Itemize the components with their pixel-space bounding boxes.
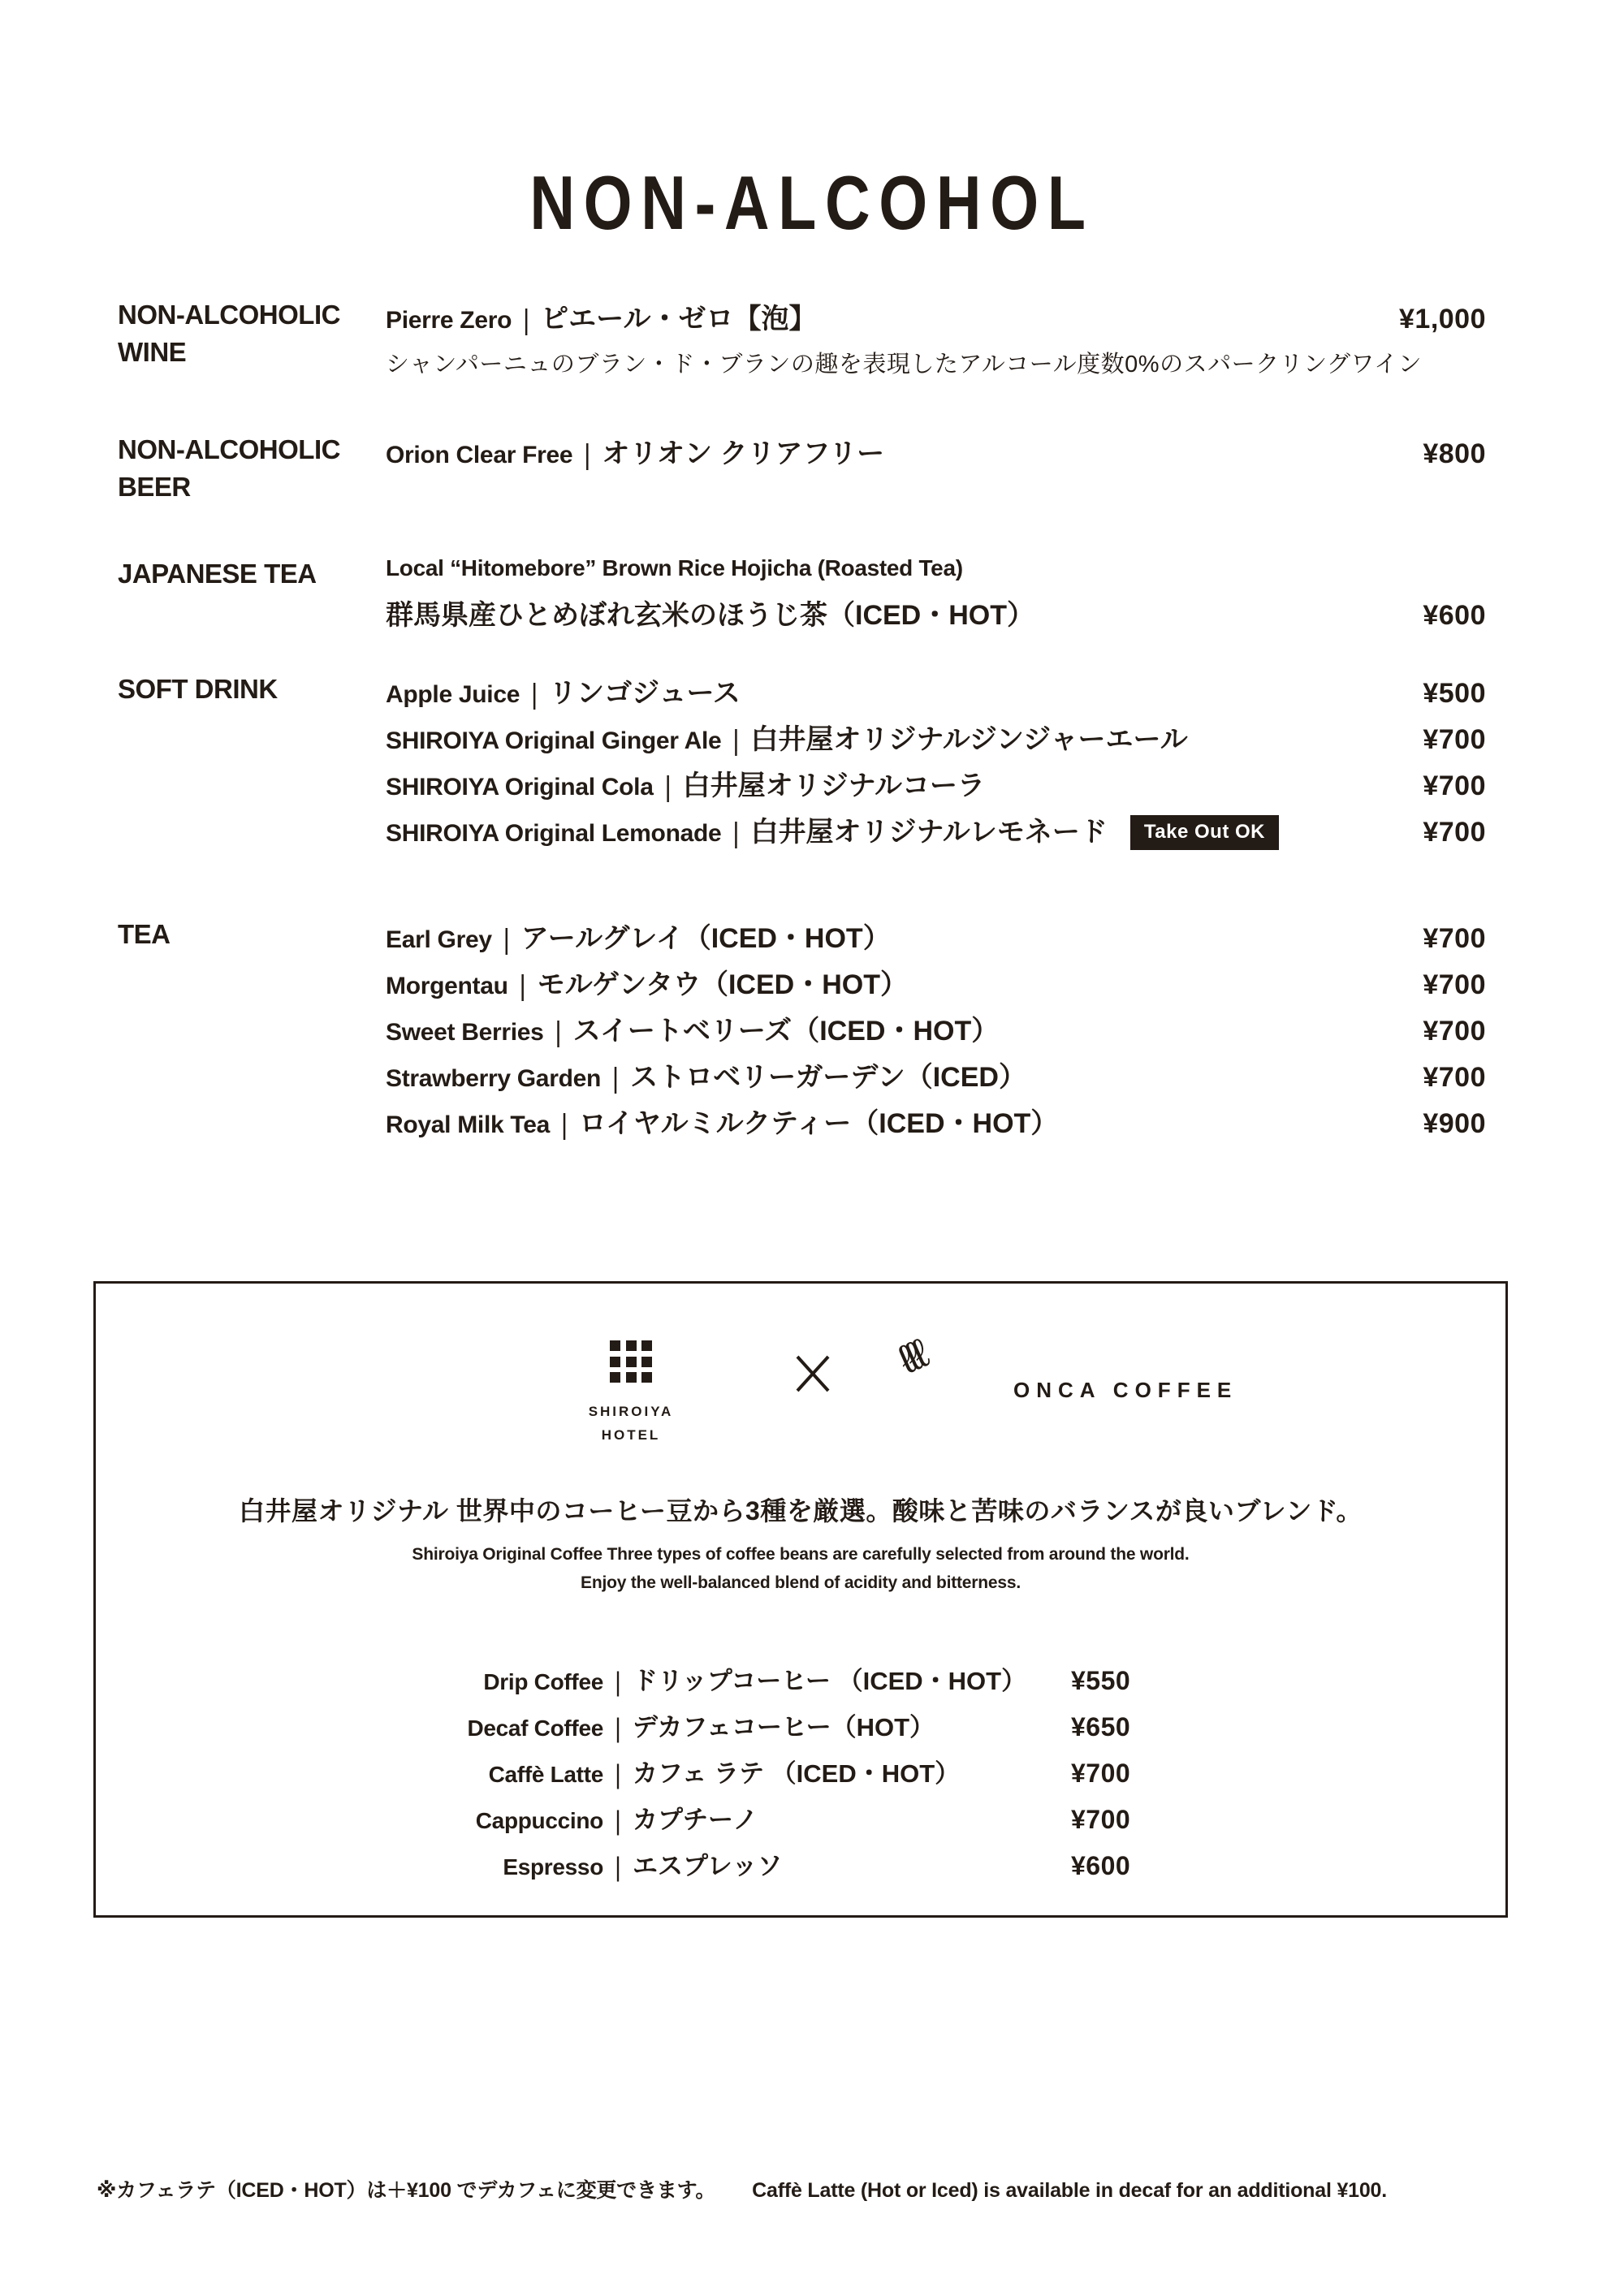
- shiroiya-logo-icon: [610, 1340, 652, 1383]
- item-name-jp: 白井屋オリジナルレモネード: [750, 817, 1108, 848]
- section-label: [118, 555, 378, 593]
- item-price: ¥600: [1423, 600, 1486, 631]
- section-soft-drink: [118, 671, 1486, 856]
- item-price: ¥500: [1423, 678, 1486, 709]
- item-name-jp: エスプレッソ: [633, 1852, 783, 1880]
- section-label-line1: TEA: [118, 919, 171, 949]
- item-price: ¥700: [1071, 1805, 1131, 1834]
- item-name-en: Apple Juice: [386, 681, 520, 708]
- item-name-en: Earl Grey: [386, 926, 492, 953]
- item-separator: |: [560, 1107, 568, 1141]
- section-tea: [118, 916, 1486, 1147]
- item-name-en: Espresso: [503, 1854, 603, 1880]
- menu-item-row: [386, 1101, 1486, 1147]
- menu-item-row: [386, 763, 1486, 809]
- footer-note-jp: ※カフェラテ（ICED・HOT）は＋¥100 でデカフェに変更できます。: [97, 2179, 716, 2202]
- coffee-description-en-line2: Enjoy the well-balanced blend of acidity and bitterness.: [581, 1573, 1021, 1592]
- menu-item-row: [386, 671, 1486, 717]
- item-separator: |: [615, 1852, 621, 1883]
- item-description: シャンパーニュのブラン・ド・ブランの趣を表現したアルコール度数0%のスパークリングワイン: [386, 352, 1423, 378]
- coffee-collab-box: [93, 1281, 1508, 1918]
- item-price: ¥550: [1071, 1666, 1131, 1695]
- item-separator: |: [732, 723, 740, 757]
- item-separator: |: [584, 438, 591, 471]
- page-title: NON-ALCOHOL: [529, 160, 1095, 245]
- takeout-badge: Take Out OK: [1130, 815, 1279, 850]
- section-non-alcoholic-wine: [118, 296, 1486, 379]
- item-separator: |: [615, 1667, 621, 1698]
- item-price: ¥1,000: [1399, 304, 1486, 334]
- footer-note-en: Caffè Latte (Hot or Iced) is available in decaf for an additional ¥100.: [752, 2179, 1388, 2202]
- coffee-item-row: [388, 1845, 1130, 1892]
- item-name-jp: スイートベリーズ（ICED・HOT）: [572, 1016, 1000, 1047]
- onca-coffee-logo-icon: ℓℓℓ: [891, 1331, 931, 1383]
- coffee-item-row: [388, 1799, 1130, 1845]
- section-label-line1: NON-ALCOHOLIC: [118, 434, 340, 464]
- item-name-jp: リンゴジュース: [549, 678, 741, 709]
- section-label-line2: BEER: [118, 472, 191, 502]
- section-non-alcoholic-beer: [118, 431, 1486, 502]
- item-price: ¥700: [1423, 1062, 1486, 1093]
- section-label-line1: NON-ALCOHOLIC: [118, 300, 340, 330]
- item-price: ¥800: [1423, 438, 1486, 469]
- item-name-jp: カフェ ラテ （ICED・HOT）: [633, 1759, 961, 1788]
- item-separator: |: [664, 770, 672, 803]
- coffee-description-en-line1: Shiroiya Original Coffee Three types of coffee beans are carefully selected from around the world.: [412, 1545, 1190, 1564]
- item-price: ¥700: [1423, 724, 1486, 755]
- multiply-icon: [794, 1354, 831, 1393]
- section-label: [118, 296, 378, 371]
- item-separator: |: [555, 1015, 562, 1048]
- item-price: ¥700: [1071, 1759, 1131, 1788]
- menu-item-row: [386, 296, 1486, 336]
- coffee-item-row: [388, 1707, 1130, 1753]
- item-name-jp: ドリップコーヒー （ICED・HOT）: [633, 1667, 1027, 1695]
- shiroiya-logo-text-line1: SHIROIYA: [588, 1404, 674, 1419]
- item-name-en: Drip Coffee: [483, 1669, 603, 1694]
- page-title-wrap: [0, 160, 1624, 245]
- item-price: ¥700: [1423, 969, 1486, 1000]
- item-price: ¥700: [1423, 817, 1486, 848]
- coffee-description-jp: 白井屋オリジナル 世界中のコーヒー豆から3種を厳選。酸味と苦味のバランスが良いブレンド。: [239, 1496, 1363, 1526]
- item-separator: |: [615, 1806, 621, 1836]
- item-price: ¥900: [1423, 1108, 1486, 1139]
- section-label-line1: SOFT DRINK: [118, 674, 278, 704]
- coffee-menu-list: [388, 1660, 1130, 1892]
- item-name-en: Pierre Zero: [386, 307, 512, 334]
- item-separator: |: [531, 677, 538, 710]
- item-name-jp: ピエール・ゼロ【泡】: [541, 304, 817, 334]
- item-name-en: Cappuccino: [475, 1808, 603, 1833]
- item-price: ¥600: [1071, 1851, 1131, 1880]
- section-label-line2: WINE: [118, 337, 187, 367]
- menu-item-row: [386, 717, 1486, 763]
- item-name-en: SHIROIYA Original Lemonade: [386, 820, 722, 847]
- onca-coffee-logo-text: ONCA COFFEE: [1013, 1378, 1238, 1402]
- item-name-jp: ストロベリーガーデン（ICED）: [630, 1062, 1026, 1093]
- item-price: ¥700: [1423, 923, 1486, 954]
- coffee-item-row: [388, 1753, 1130, 1799]
- item-price: ¥700: [1423, 1016, 1486, 1047]
- item-separator: |: [615, 1713, 621, 1744]
- item-name-jp: デカフェコーヒー（HOT）: [633, 1713, 935, 1741]
- section-label: [118, 916, 378, 953]
- section-japanese-tea: [118, 555, 1486, 632]
- item-name-en: Sweet Berries: [386, 1019, 544, 1046]
- item-name-en: Decaf Coffee: [467, 1716, 603, 1741]
- item-price: ¥650: [1071, 1712, 1131, 1741]
- section-label: [118, 431, 378, 506]
- item-name-en: Royal Milk Tea: [386, 1111, 550, 1138]
- item-name-jp: オリオン クリアフリー: [602, 438, 885, 469]
- item-name-jp: 群馬県産ひとめぼれ玄米のほうじ茶（ICED・HOT）: [386, 600, 1034, 631]
- footer-note: [97, 2174, 1387, 2203]
- item-separator: |: [615, 1759, 621, 1790]
- item-name-en: Caffè Latte: [488, 1762, 603, 1787]
- item-name-en: Local “Hitomebore” Brown Rice Hojicha (Roasted Tea): [386, 555, 963, 580]
- item-name-en: Strawberry Garden: [386, 1065, 602, 1092]
- item-name-en: Orion Clear Free: [386, 442, 573, 468]
- item-name-jp: アールグレイ（ICED・HOT）: [520, 923, 891, 954]
- item-name-jp: 白井屋オリジナルジンジャーエール: [750, 724, 1188, 755]
- menu-item-row: [386, 916, 1486, 962]
- item-name-en: SHIROIYA Original Ginger Ale: [386, 727, 722, 754]
- item-separator: |: [523, 303, 530, 336]
- item-separator: |: [519, 969, 526, 1002]
- menu-item-row: [386, 593, 1486, 632]
- item-price: ¥700: [1423, 770, 1486, 801]
- section-label: [118, 671, 378, 708]
- item-name-jp: 白井屋オリジナルコーラ: [682, 770, 985, 801]
- menu-item-row: [386, 431, 1486, 471]
- menu-item-row: [386, 962, 1486, 1008]
- menu-item-row: [386, 809, 1486, 856]
- item-name-jp: ロイヤルミルクティー（ICED・HOT）: [579, 1108, 1059, 1139]
- shiroiya-logo-text-line2: HOTEL: [601, 1427, 661, 1443]
- item-name-jp: カプチーノ: [633, 1806, 758, 1834]
- section-label-line1: JAPANESE TEA: [118, 559, 317, 589]
- item-name-en: SHIROIYA Original Cola: [386, 774, 654, 801]
- item-name-jp: モルゲンタウ（ICED・HOT）: [537, 969, 908, 1000]
- coffee-item-row: [388, 1660, 1130, 1707]
- item-separator: |: [503, 922, 510, 956]
- menu-item-row: [386, 1008, 1486, 1055]
- item-separator: |: [612, 1061, 620, 1094]
- menu-item-row: [386, 1055, 1486, 1101]
- item-name-en: Morgentau: [386, 973, 508, 999]
- item-separator: |: [732, 816, 740, 849]
